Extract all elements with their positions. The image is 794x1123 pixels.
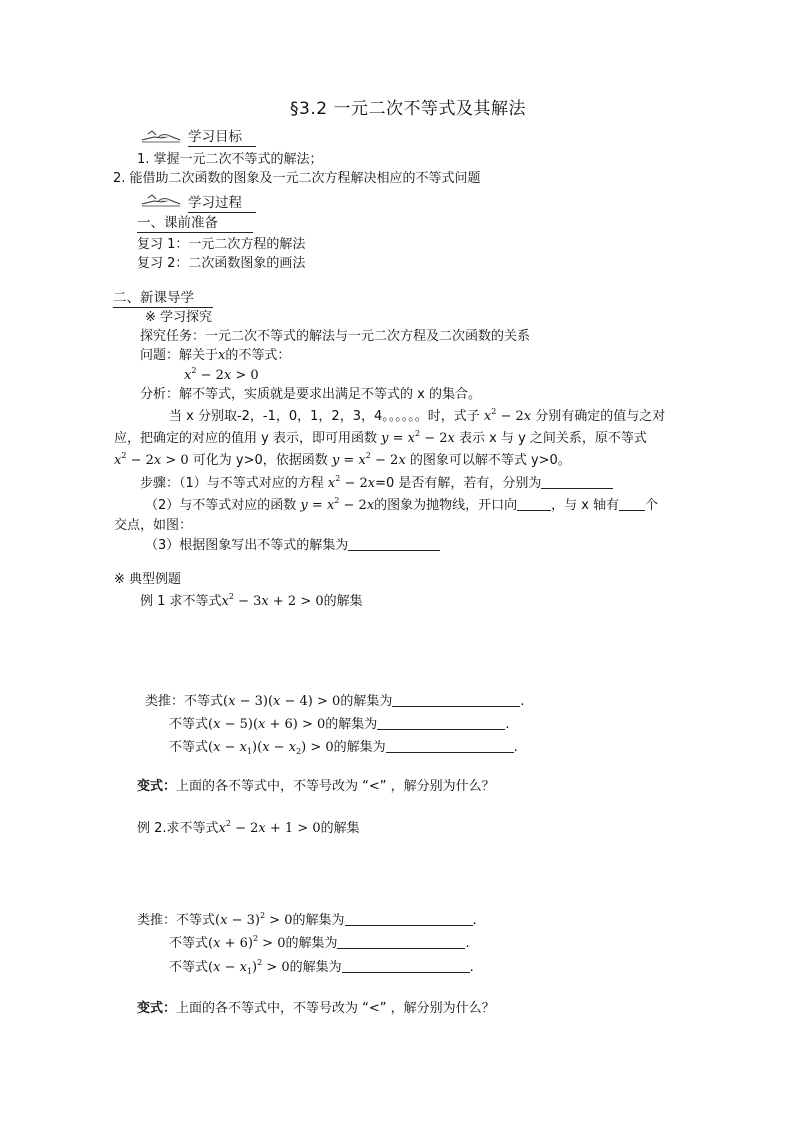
variant-text: 上面的各不等式中，不等号改为 “<” ，解分别为什么？ [176,779,495,794]
variant-label: 变式： [137,779,177,794]
paragraph-line-3 [114,452,571,467]
step2-text-b: 的图象为抛物线，开口向 [374,498,518,513]
analog-4: 类推：不等式$(x - 3)^2 > 0$的解集为 . [137,911,477,928]
problem-prefix: 问题：解关于 [140,348,219,363]
neq-text: 不等式 [169,740,209,755]
step-2-continued: 交点，如图： [114,518,193,533]
neq-text: 不等式 [176,913,216,928]
new-lesson-heading: 二、新课导学 [113,292,213,308]
math-x: x [218,348,226,363]
variant-2 [137,1002,495,1015]
solset-text: 的解集为 [289,960,342,975]
page-title: §3.2 一元二次不等式及其解法 [290,99,526,119]
step2-text-d: 个 [645,498,659,513]
step1-text-a: 步骤：（1）与不等式对应的方程 [140,476,324,491]
analog-label: 类推： [137,913,177,928]
answer-blank[interactable] [517,499,551,511]
ex2-text-b: 的解集 [320,821,360,836]
formula-analog-1: (x − 3)(x − 4) > 0 [223,694,341,709]
example-2 [137,820,360,835]
ex2-text-a: 例 2.求不等式 [137,821,219,836]
neq-text: 不等式 [169,717,209,732]
step2-text-c: ，与 x 轴有 [551,498,620,513]
review-2: 复习 2：二次函数图象的画法 [137,256,306,271]
analog-1: 类推：不等式(x − 3)(x − 4) > 0的解集为 . [145,694,525,709]
analysis-text: 分析：解不等式，实质就是要求出满足不等式的 x 的集合。 [140,387,481,402]
ex1-text-a: 例 1 求不等式 [140,594,222,609]
problem-suffix: 的不等式： [225,348,291,363]
formula-equation: $x^2 - 2x$ [327,474,376,491]
paragraph-line-1 [169,408,665,423]
review-1: 复习 1：一元二次方程的解法 [137,237,306,252]
formula-analog-3: $(x - x_1)(x - x_2) > 0$ [208,740,334,756]
formula-inequality: $x^2 - 2x > 0$ [184,366,259,383]
answer-blank[interactable] [392,695,520,707]
formula-analog-4: $(x - 3)^2 > 0$ [215,911,293,928]
p2-text-a: 应，把确定的对应的值用 y 表示，即可用函数 [114,431,377,446]
examples-heading: ※ 典型例题 [114,572,182,587]
solset-text: 的解集为 [285,936,338,951]
process-heading: 学习过程 [188,197,256,213]
solset-text: 的解集为 [333,740,386,755]
goal-item-2: 2. 能借助二次函数的图象及一元二次方程解决相应的不等式问题 [113,171,481,186]
answer-blank[interactable] [348,539,440,551]
p3-text-a: 可化为 y>0，依据函数 [192,453,328,468]
analog-label: 类推： [145,694,185,709]
step2-text-a: （2）与不等式对应的函数 [145,498,297,513]
analog-5: 不等式$(x + 6)^2 > 0$的解集为 . [169,934,470,951]
step-3 [145,539,440,552]
goal-item-1: 1. 掌握一元二次不等式的解法； [137,152,323,167]
goals-heading: 学习目标 [188,131,256,147]
formula-analog-5: $(x + 6)^2 > 0$ [208,934,286,951]
formula-function: $y = x^2 - 2x$ [381,429,455,446]
step-1 [140,475,613,490]
answer-blank[interactable] [337,937,465,949]
ex1-text-b: 的解集 [323,594,363,609]
solset-text: 的解集为 [340,694,393,709]
explore-task: 探究任务：一元二次不等式的解法与一元二次方程及二次函数的关系 [140,329,531,344]
formula-expr: $x^2 - 2x$ [483,407,532,424]
formula-function: $y = x^2 - 2x$ [300,496,375,513]
formula-function: $y = x^2 - 2x$ [331,451,406,468]
formula-ex1: $x^2 - 3x + 2 > 0$ [221,592,324,609]
solset-text: 的解集为 [325,717,378,732]
p1-text-a: 当 x 分别取-2，-1，0，1，2，3，4。。。。。。时，式子 [169,409,480,424]
example-1 [140,593,363,608]
explore-heading: ※ 学习探究 [145,310,213,325]
variant-1 [137,780,495,793]
prep-heading: 一、课前准备 [137,217,253,233]
formula-analog-6: $(x - x_1)^2 > 0$ [208,958,290,976]
variant-label: 变式： [137,1001,177,1016]
analog-3: 不等式$(x - x_1)(x - x_2) > 0$的解集为 . [169,740,518,756]
variant-text: 上面的各不等式中，不等号改为 “<” ，解分别为什么？ [176,1001,495,1016]
answer-blank[interactable] [377,718,505,730]
formula-ex2: $x^2 - 2x + 1 > 0$ [218,819,321,836]
answer-blank[interactable] [619,499,645,511]
problem-line [140,349,290,362]
neq-text: 不等式 [169,960,209,975]
paragraph-line-2 [114,430,647,445]
p3-text-b: 的图象可以解不等式 y>0。 [409,453,571,468]
step-2 [145,497,658,512]
solset-text: 的解集为 [292,913,345,928]
analog-6: 不等式$(x - x_1)^2 > 0$的解集为 . [169,958,474,976]
pen-hand-icon [140,128,182,144]
answer-blank[interactable] [342,961,470,973]
p1-text-b: 分别有确定的值与之对 [535,409,666,424]
step3-text: （3）根据图象写出不等式的解集为 [145,538,349,553]
neq-text: 不等式 [184,694,224,709]
analog-2: 不等式(x − 5)(x + 6) > 0的解集为 . [169,717,510,732]
p2-text-b: 表示 x 与 y 之间关系，原不等式 [458,431,647,446]
formula-inequality-inline: $x^2 - 2x > 0$ [114,451,189,468]
answer-blank[interactable] [541,477,613,489]
pen-hand-icon [140,192,182,208]
step1-text-b: =0 是否有解，若有，分别为 [375,476,542,491]
answer-blank[interactable] [345,914,473,926]
neq-text: 不等式 [169,936,209,951]
answer-blank[interactable] [386,741,514,753]
formula-analog-2: (x − 5)(x + 6) > 0 [208,717,326,732]
